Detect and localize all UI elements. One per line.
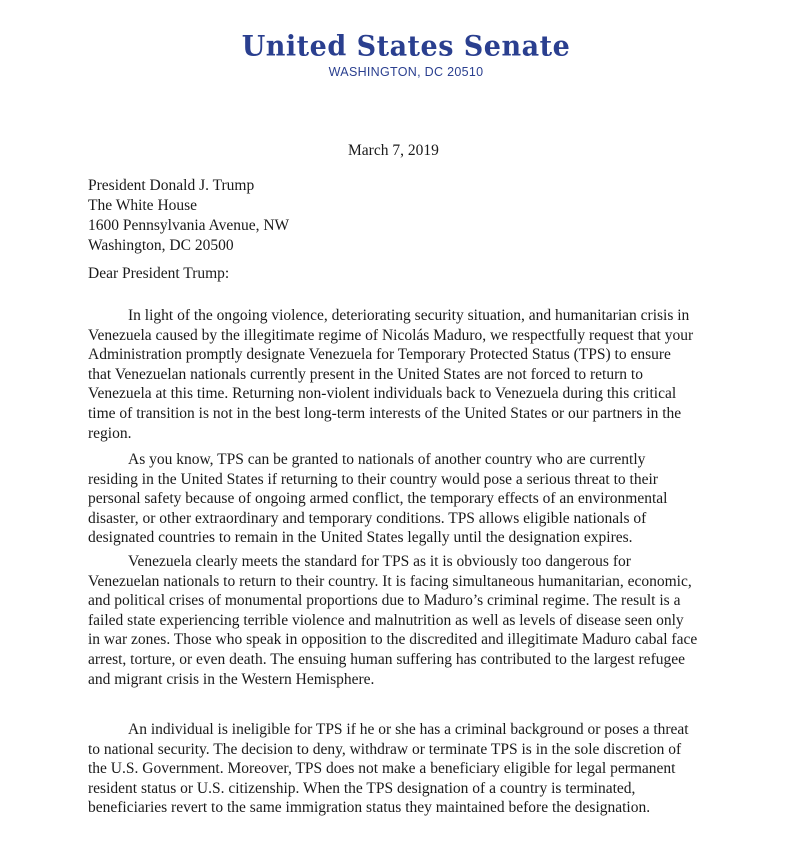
senate-address: WASHINGTON, DC 20510 (328, 65, 484, 79)
letter-date: March 7, 2019 (348, 142, 439, 159)
recipient-name: President Donald J. Trump (88, 177, 255, 194)
recipient-city: Washington, DC 20500 (88, 237, 234, 254)
paragraph-2: As you know, TPS can be granted to nationals of another country who are currently residing in the United States if returning to their country would pose a serious threat to their personal safety because of ongoing armed conflict, the temporary effects of an environmental disaster, or other extraordinary and temporary conditions. TPS allows eligible nationals of designated countries to remain in the United States legally until the designation expires. (88, 451, 668, 547)
paragraph-4: An individual is ineligible for TPS if he or she has a criminal background or poses a threat to national security. The decision to deny, withdraw or terminate TPS is in the sole discretion of the U.S. Government. Moreover, TPS does not make a beneficiary eligible for legal permanent resident status or U.S. citizenship. When the TPS designation of a country is terminated, beneficiaries revert to the same immigration status they maintained before the designation. (88, 721, 689, 817)
recipient-street: 1600 Pennsylvania Avenue, NW (88, 217, 290, 234)
paragraph-1: In light of the ongoing violence, deteriorating security situation, and humanitarian crisis in Venezuela caused by the illegitimate regime of Nicolás Maduro, we respectfully request that your Administration promptly designate Venezuela for Temporary Protected Status (TPS) to ensure that Venezuelan nationals currently present in the United States are not forced to return to Venezuela at this time. Returning non-violent individuals back to Venezuela during this critical time of transition is not in the best long-term interests of the United States or our partners in the region. (88, 307, 694, 442)
paragraph-3: Venezuela clearly meets the standard for TPS as it is obviously too dangerous for Venezuelan nationals to return to their country. It is facing simultaneous humanitarian, economic, and political crises of monumental proportions due to Maduro’s criminal regime. The result is a failed state experiencing terrible violence and malnutrition as well as levels of disease seen only in war zones. Those who speak in opposition to the discredited and illegitimate Maduro cabal face arrest, torture, or even death. The ensuing human suffering has contributed to the largest refugee and migrant crisis in the Western Hemisphere. (88, 553, 698, 688)
recipient-block (88, 176, 289, 256)
senate-title: United States Senate (241, 30, 571, 63)
salutation: Dear President Trump: (88, 265, 230, 282)
letterhead (0, 30, 812, 79)
recipient-org: The White House (88, 197, 198, 214)
